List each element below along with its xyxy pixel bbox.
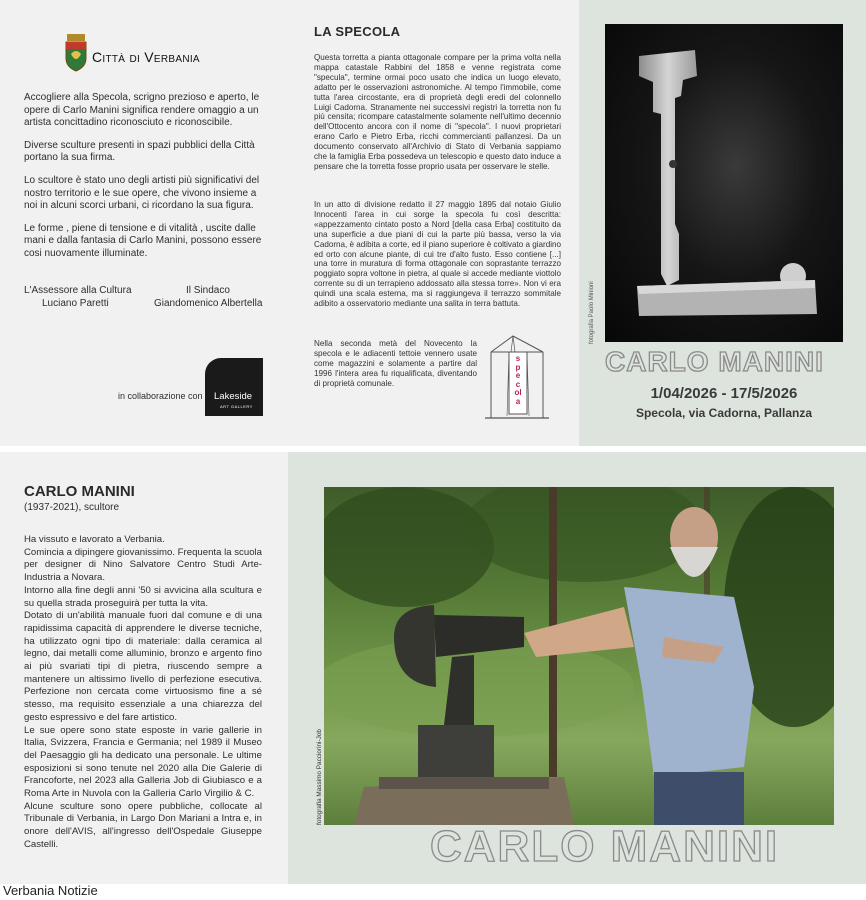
publisher-watermark: Verbania Notizie xyxy=(3,883,98,898)
signature-right-role: Il Sindaco xyxy=(186,285,230,296)
city-logo xyxy=(63,34,89,72)
bio-title: CARLO MANINI xyxy=(24,483,135,500)
artist-name-outline: CARLO MANINI xyxy=(430,822,780,871)
specola-tower-drawing xyxy=(483,330,551,422)
photo-credit: fotografia Massimo Pacciorini-Job xyxy=(316,729,323,825)
specola-panel xyxy=(294,0,579,446)
bio-paragraph: Alcune sculture sono opere pubbliche, collocate al Tribunale di Verbania, in Largo Don Mariani a Intra e, in onore dell'AVIS, all'ingresso dell'Ospedale Giuseppe Castelli. xyxy=(24,800,262,850)
bio-paragraph: Dotato di un'abilità manuale fuori dal comune e di una rapidissima capacità di apprendere le diverse tecniche, ha utilizzato ogni tipo di materiale: dalla ceramica al legno, dai metalli come alluminio, bronzo e argento fino ai più svariati tipi di pietra, riuscendo sempre a mantenere un altissimo livello di perfezione esecutiva. Perfezione non cercata come virtuosismo fine a sé stesso, ma requisito essenziale a una chiarezza del gesto espressivo e del fare artistico. xyxy=(24,610,262,723)
exhibition-venue: Specola, via Cadorna, Pallanza xyxy=(635,406,813,420)
signature-left-name: Luciano Paretti xyxy=(42,298,109,309)
intro-paragraph: Accogliere alla Specola, scrigno prezioso e aperto, le opere di Carlo Manini significa rendere omaggio a un artista concittadino riconosciuto e riconoscibile. xyxy=(24,92,260,129)
signature-left-role: L'Assessore alla Cultura xyxy=(24,285,132,296)
artist-name-outline: CARLO MANINI xyxy=(605,346,824,377)
signature-right-name: Giandomenico Albertella xyxy=(154,298,263,309)
sculpture-icon xyxy=(605,24,843,342)
collaboration-label: in collaborazione con xyxy=(118,391,203,401)
cover-panel xyxy=(579,0,866,446)
intro-paragraph: Diverse sculture presenti in spazi pubblici della Città portano la sua firma. xyxy=(24,139,255,164)
sculpture-photo xyxy=(605,24,843,342)
lakeside-logo-name: Lakeside xyxy=(214,391,253,402)
intro-panel xyxy=(0,0,294,446)
specola-text-1: Questa torretta a pianta ottagonale compare per la prima volta nella mappa catastale Rabbini del 1858 e venne registrata come "specula", termine ormai poco usato che indica un luogo elevato, adatto per le osservazioni astronomiche. Al tempo l'immobile, come tutta l'area circostante, era di proprietà degli eredi del colonnello Luigi Cadorna. Stranamente nei successivi registri la torretta non fu più censita; ricompare catastalmente solamente nell'ultimo decennio dell'Ottocento ancora con il nome di "specola". I nuovi proprietari erano Carlo e Pietro Erba, ricchi commercianti pallanzesi. Da un documento conservato all'Archivio di Stato di Verbania sappiamo che la famiglia Erba possedeva un telescopio e questo dato induce a pensare che la torretta fosse proprio usata per osservare le stelle. xyxy=(314,53,561,171)
tower-label: specola xyxy=(514,354,522,406)
bio-subtitle: (1937-2021), scultore xyxy=(24,502,120,513)
city-name: Città di Verbania xyxy=(92,49,200,65)
artist-portrait-icon xyxy=(324,487,834,825)
coat-of-arms-icon xyxy=(63,34,89,72)
intro-paragraph: Lo scultore è stato uno degli artisti più significativi del nostro territorio e le sue opere, che vivono insieme a noi in alcuni scorci urbani, ci ricordano la sua figura. xyxy=(24,174,260,212)
bio-paragraph: Comincia a dipingere giovanissimo. Frequenta la scuola per designer di Nino Salvatore Centro Studi Arte-Industria a Novara. xyxy=(24,546,262,584)
photo-credit: fotografia Paolo Minioni xyxy=(589,281,595,344)
specola-text-3: Nella seconda metà del Novecento la specola e le adiacenti tettoie vennero usate come magazzini e solamente a partire dal 1996 l'intera area fu riqualificata, diventando di proprietà comunale. xyxy=(314,339,477,388)
artist-photo-panel xyxy=(288,452,866,884)
bio-paragraph: Ha vissuto e lavorato a Verbania. xyxy=(24,534,165,545)
specola-text-2: In un atto di divisione redatto il 27 maggio 1895 dal notaio Giulio Innocenti l'area in cui sorge la specola fu così descritta: «appezzamento cintato posto a Nord [della casa Erba] costituito da una superficie a due piani di cui la parte più bassa, verso la via Cadorna, è adibita a corte, ed il piano superiore è coltivato a giardino ed orto con alcune piante, di cui tre d'alto fusto. Esso contiene [...] una torre in muratura di forma ottagonale con soprastante terrazzo poggiato sopra voltone in pietra, al quale si accede mediante viottolo corrente su di un terrapieno addossato alla stessa torre». Non vi era quindi una scala esterna, ma si raggiungeva il terrazzo sommitale adibito a osservatorio mediante una salita in terra battuta. xyxy=(314,200,562,309)
bio-paragraph: Intorno alla fine degli anni '50 si avvicina alla scultura e su quella strada proseguirà per tutta la vita. xyxy=(24,584,262,609)
lakeside-logo-sub: ART GALLERY xyxy=(220,404,253,409)
exhibition-dates: 1/04/2026 - 17/5/2026 xyxy=(650,385,798,402)
specola-title: LA SPECOLA xyxy=(314,24,401,39)
intro-paragraph: Le forme , piene di tensione e di vitalità , uscite dalle mani e dalla fantasia di Carlo Manini, possono essere cosi nuovamente illuminate. xyxy=(24,222,262,259)
bio-paragraph: Le sue opere sono state esposte in varie gallerie in Italia, Svizzera, Francia e Germania; nel 1989 il Museo del Paesaggio gli ha dedicato una personale. Le ultime esposizioni si sono tenute nel 2020 alla Die Galerie di Francoforte, nel 2023 alla Galleria Job di Giubiasco e a Roma Arte in Nuvola con la Galleria Carlo Virgilio & C. xyxy=(24,724,262,800)
biography-panel xyxy=(0,452,288,884)
artist-photo xyxy=(324,487,834,825)
lakeside-logo xyxy=(205,358,263,416)
